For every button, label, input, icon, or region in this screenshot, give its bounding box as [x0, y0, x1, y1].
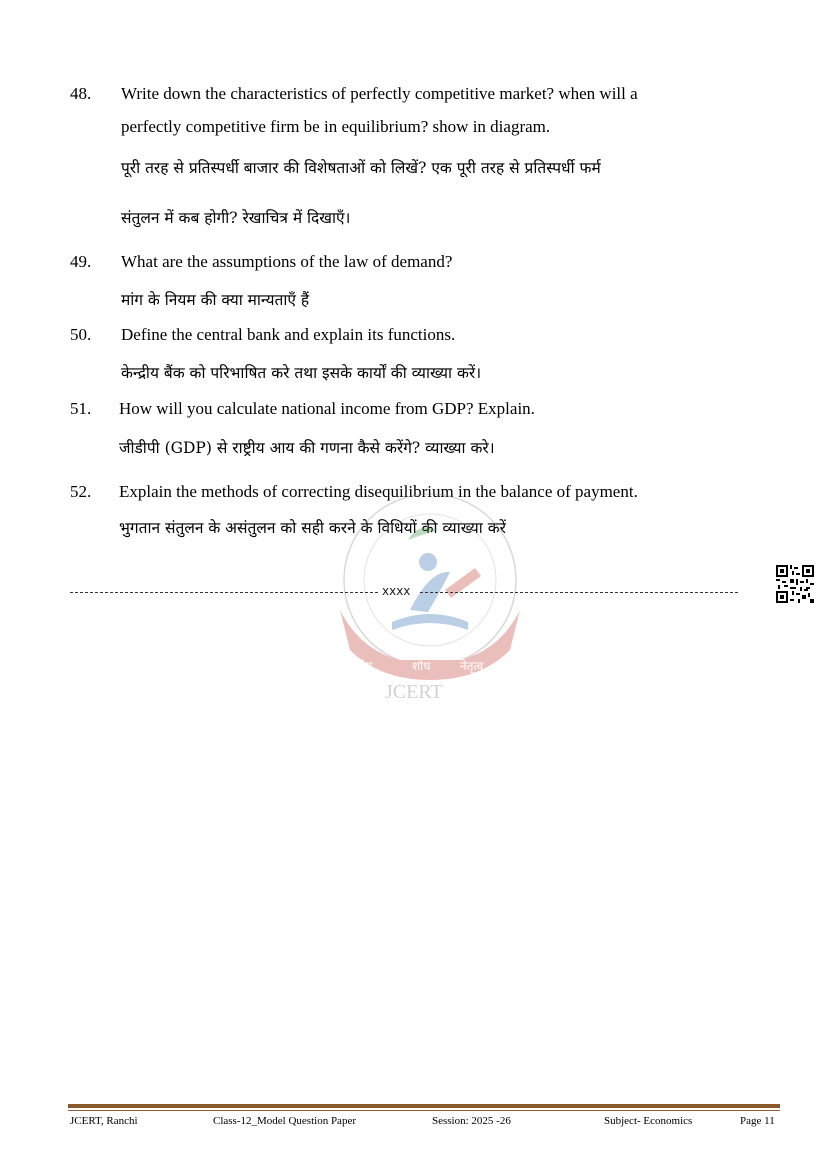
question-number: 52. [70, 482, 92, 501]
footer-page-number: Page 11 [740, 1115, 775, 1127]
question-text-hi: संतुलन में कब होगी? रेखाचित्र में दिखाएँ। [121, 209, 351, 227]
question-text-hi: मांग के नियम की क्या मान्यताएँ हैं [121, 291, 310, 309]
question-text-en: Define the central bank and explain its functions. [121, 325, 456, 344]
footer-rule [68, 1110, 780, 1111]
question-number: 51. [70, 399, 92, 418]
watermark-motto: शोध [412, 659, 431, 673]
question-text-hi: पूरी तरह से प्रतिस्पर्धी बाजार की विशेषताओं को लिखें? एक पूरी तरह से प्रतिस्पर्धी फर्म [121, 159, 601, 177]
end-separator [70, 584, 738, 602]
question-text-hi: भुगतान संतुलन के असंतुलन को सही करने के विधियों की व्याख्या करें [119, 519, 506, 537]
footer-subject: Subject- Economics [604, 1115, 693, 1127]
question-number: 49. [70, 252, 92, 271]
question-text-en: What are the assumptions of the law of demand? [121, 252, 453, 271]
watermark-motto: नवोन्मेष [338, 659, 373, 673]
separator-text: xxxx [382, 584, 411, 598]
watermark-org: JCERT [385, 681, 443, 703]
question-number: 48. [70, 84, 92, 103]
question-text-hi: जीडीपी (GDP) से राष्ट्रीय आय की गणना कैसे करेंगे? व्याख्या करे। [119, 439, 495, 457]
question-text-en: How will you calculate national income from GDP? Explain. [119, 399, 535, 418]
question-text-en: Write down the characteristics of perfectly competitive market? when will a [121, 84, 638, 103]
footer-session: Session: 2025 -26 [432, 1115, 511, 1127]
qr-code-icon [776, 565, 814, 603]
watermark-motto: नेतृत्व [460, 659, 484, 673]
footer-org: JCERT, Ranchi [70, 1115, 138, 1127]
question-text-en: Explain the methods of correcting disequilibrium in the balance of payment. [119, 482, 638, 501]
footer-paper: Class-12_Model Question Paper [213, 1115, 356, 1127]
question-text-hi: केन्द्रीय बैंक को परिभाषित करे तथा इसके कार्यों की व्याख्या करें। [121, 364, 482, 382]
question-number: 50. [70, 325, 92, 344]
question-text-en: perfectly competitive firm be in equilibrium? show in diagram. [121, 117, 551, 136]
footer-rule [68, 1104, 780, 1108]
